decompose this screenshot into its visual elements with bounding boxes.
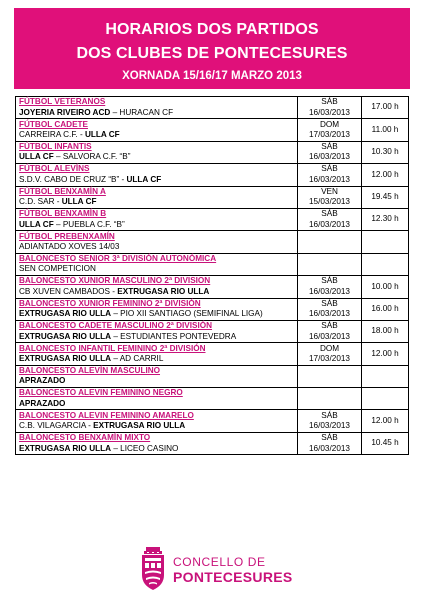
event-cell — [16, 119, 298, 141]
event-cell — [16, 320, 298, 342]
event-cell — [16, 231, 298, 253]
weekday: DOM — [319, 119, 340, 129]
home-club-team: EXTRUGASA RIO ULLA — [19, 331, 112, 341]
title-banner — [14, 8, 410, 89]
table-row — [16, 253, 409, 275]
match-date: 17/03/2013 — [309, 130, 350, 140]
category-heading: BALONCESTO BENXAMÍN MIXTO — [19, 433, 151, 443]
category-heading: BALONCESTO SENIOR 3ª DIVISIÓN AUTONÓMICA — [19, 254, 217, 264]
category-heading: FÚTBOL INFANTIS — [19, 142, 92, 152]
category-heading: BALONCESTO XUNIOR MASCULINO 2ª DIVISION — [19, 276, 211, 286]
page-title-line2: DOS CLUBES DE PONTECESURES — [76, 45, 348, 62]
home-club-team: ULLA CF — [126, 174, 162, 184]
match-text: – ESTUDIANTES PONTEVEDRA — [111, 331, 237, 341]
match-teams — [19, 399, 294, 409]
time-cell: 12.00 h — [362, 343, 409, 365]
match-date: 16/03/2013 — [309, 421, 350, 431]
match-date: 16/03/2013 — [309, 174, 350, 184]
match-text: SEN COMPETICION — [19, 264, 96, 274]
time-cell: 10.30 h — [362, 141, 409, 163]
category-heading: BALONCESTO ALEVIN FEMININO NEGRO — [19, 388, 183, 398]
home-club-team: EXTRUGASA RIO ULLA — [19, 309, 112, 319]
table-row — [16, 432, 409, 454]
date-cell — [298, 432, 362, 454]
weekday: SÁB — [321, 410, 338, 420]
table-row — [16, 164, 409, 186]
home-club-team: EXTRUGASA RIO ULLA — [19, 443, 112, 453]
home-club-team: ULLA CF — [19, 152, 54, 162]
match-text: – LICEO CASINO — [111, 443, 179, 453]
time-cell: 18.00 h — [362, 320, 409, 342]
match-date: 16/03/2013 — [309, 331, 350, 341]
event-cell — [16, 298, 298, 320]
home-club-team: EXTRUGASA RIO ULLA — [117, 286, 210, 296]
event-cell — [16, 253, 298, 275]
date-cell — [298, 388, 362, 410]
home-club-team: JOYERIA RIVEIRO ACD — [19, 107, 111, 117]
weekday: SÁB — [321, 164, 338, 174]
time-cell — [362, 388, 409, 410]
match-teams — [19, 376, 294, 386]
page-subtitle: XORNADA 15/16/17 MARZO 2013 — [122, 70, 302, 82]
match-text: – PIO XII SANTIAGO (SEMIFINAL LIGA) — [111, 309, 263, 319]
table-row — [16, 97, 409, 119]
logo-text-line2: PONTECESURES — [173, 569, 293, 585]
date-cell — [298, 365, 362, 387]
event-cell — [16, 432, 298, 454]
time-cell: 16.00 h — [362, 298, 409, 320]
coat-of-arms-icon — [140, 547, 166, 591]
category-heading: BALONCESTO CADETE MASCULINO 2ª DIVISIÓN — [19, 321, 213, 331]
event-cell — [16, 388, 298, 410]
event-cell — [16, 186, 298, 208]
event-cell — [16, 410, 298, 432]
category-heading: FÚTBOL BENXAMÍN B — [19, 209, 107, 219]
match-date: 16/03/2013 — [309, 107, 350, 117]
match-date: 17/03/2013 — [309, 353, 350, 363]
date-cell — [298, 97, 362, 119]
date-cell — [298, 298, 362, 320]
match-teams — [19, 309, 294, 319]
match-date: 16/03/2013 — [309, 309, 350, 319]
home-club-team: ULLA CF — [61, 197, 97, 207]
category-heading: FÚTBOL PREBENXAMÍN — [19, 231, 115, 241]
match-teams — [19, 197, 294, 207]
category-heading: FÚTBOL ALEVÍNS — [19, 164, 90, 174]
event-cell — [16, 141, 298, 163]
home-club-team: APRAZADO — [19, 398, 66, 408]
match-text: CB XUVEN CAMBADOS - — [19, 286, 118, 296]
match-date: 16/03/2013 — [309, 152, 350, 162]
match-teams — [19, 242, 294, 252]
match-text: ADIANTADO XOVES 14/03 — [19, 242, 120, 252]
date-cell — [298, 208, 362, 230]
match-teams — [19, 152, 294, 162]
match-date: 16/03/2013 — [309, 219, 350, 229]
match-teams — [19, 175, 294, 185]
table-row — [16, 388, 409, 410]
date-cell — [298, 320, 362, 342]
category-heading: FÚTBOL BENXAMÍN A — [19, 186, 106, 196]
table-row — [16, 231, 409, 253]
time-cell — [362, 231, 409, 253]
date-cell — [298, 410, 362, 432]
weekday: SÁB — [321, 321, 338, 331]
category-heading: BALONCESTO INFANTIL FEMININO 2ª DIVISIÓN — [19, 343, 206, 353]
match-teams — [19, 108, 294, 118]
logo-text-line1: CONCELLO DE — [173, 555, 266, 569]
match-teams — [19, 130, 294, 140]
match-date: 15/03/2013 — [309, 197, 350, 207]
event-cell — [16, 343, 298, 365]
time-cell: 19.45 h — [362, 186, 409, 208]
table-row — [16, 119, 409, 141]
date-cell — [298, 231, 362, 253]
time-cell: 12.00 h — [362, 410, 409, 432]
event-cell — [16, 365, 298, 387]
table-row — [16, 208, 409, 230]
schedule-table-body — [16, 97, 409, 455]
table-row — [16, 298, 409, 320]
match-teams — [19, 287, 294, 297]
match-text: – AD CARRIL — [111, 353, 164, 363]
table-row — [16, 343, 409, 365]
date-cell — [298, 276, 362, 298]
match-date: 16/03/2013 — [309, 286, 350, 296]
category-heading: FÚTBOL VETERANOS — [19, 97, 106, 107]
category-heading: BALONCESTO XUNIOR FEMININO 2ª DIVISIÓN — [19, 298, 201, 308]
table-row — [16, 410, 409, 432]
match-teams — [19, 332, 294, 342]
date-cell — [298, 119, 362, 141]
time-cell — [362, 253, 409, 275]
match-teams — [19, 354, 294, 364]
weekday: SÁB — [321, 298, 338, 308]
weekday: VEN — [321, 186, 338, 196]
event-cell — [16, 208, 298, 230]
home-club-team: EXTRUGASA RIO ULLA — [19, 353, 112, 363]
event-cell — [16, 276, 298, 298]
concello-logo — [140, 547, 300, 591]
table-row — [16, 365, 409, 387]
time-cell: 12.30 h — [362, 208, 409, 230]
table-row — [16, 141, 409, 163]
match-text: – HURACAN CF — [110, 107, 174, 117]
time-cell: 12.00 h — [362, 164, 409, 186]
match-teams — [19, 421, 294, 431]
event-cell — [16, 97, 298, 119]
category-heading: FÚTBOL CADETE — [19, 119, 88, 129]
weekday: SÁB — [321, 209, 338, 219]
match-text: C.B. VILAGARCIA - — [19, 421, 94, 431]
match-text: – SALVORA C.F. “B” — [53, 152, 131, 162]
event-cell — [16, 164, 298, 186]
date-cell — [298, 164, 362, 186]
page-title-line1: HORARIOS DOS PARTIDOS — [105, 21, 319, 38]
table-row — [16, 186, 409, 208]
home-club-team: EXTRUGASA RIO ULLA — [93, 421, 186, 431]
date-cell — [298, 343, 362, 365]
time-cell: 10.45 h — [362, 432, 409, 454]
weekday: DOM — [319, 343, 340, 353]
home-club-team: ULLA CF — [19, 219, 54, 229]
home-club-team: ULLA CF — [84, 130, 120, 140]
match-date: 16/03/2013 — [309, 443, 350, 453]
match-teams — [19, 220, 294, 230]
time-cell — [362, 365, 409, 387]
weekday: SÁB — [321, 142, 338, 152]
table-row — [16, 276, 409, 298]
match-teams — [19, 444, 294, 454]
date-cell — [298, 141, 362, 163]
schedule-table — [15, 96, 409, 455]
date-cell — [298, 253, 362, 275]
match-teams — [19, 264, 294, 274]
match-text: CARREIRA C.F. - — [19, 130, 85, 140]
category-heading: BALONCESTO ALEVÍN MASCULINO — [19, 365, 161, 375]
match-text: S.D.V. CABO DE CRUZ “B” - — [19, 174, 127, 184]
time-cell: 17.00 h — [362, 97, 409, 119]
weekday: SÁB — [321, 276, 338, 286]
match-text: – PUEBLA C.F. “B” — [53, 219, 125, 229]
table-row — [16, 320, 409, 342]
weekday: SÁB — [321, 433, 338, 443]
date-cell — [298, 186, 362, 208]
weekday: SÁB — [321, 97, 338, 107]
time-cell: 10.00 h — [362, 276, 409, 298]
category-heading: BALONCESTO ALEVIN FEMININO AMARELO — [19, 410, 194, 420]
match-text: C.D. SAR - — [19, 197, 62, 207]
home-club-team: APRAZADO — [19, 376, 66, 386]
time-cell: 11.00 h — [362, 119, 409, 141]
